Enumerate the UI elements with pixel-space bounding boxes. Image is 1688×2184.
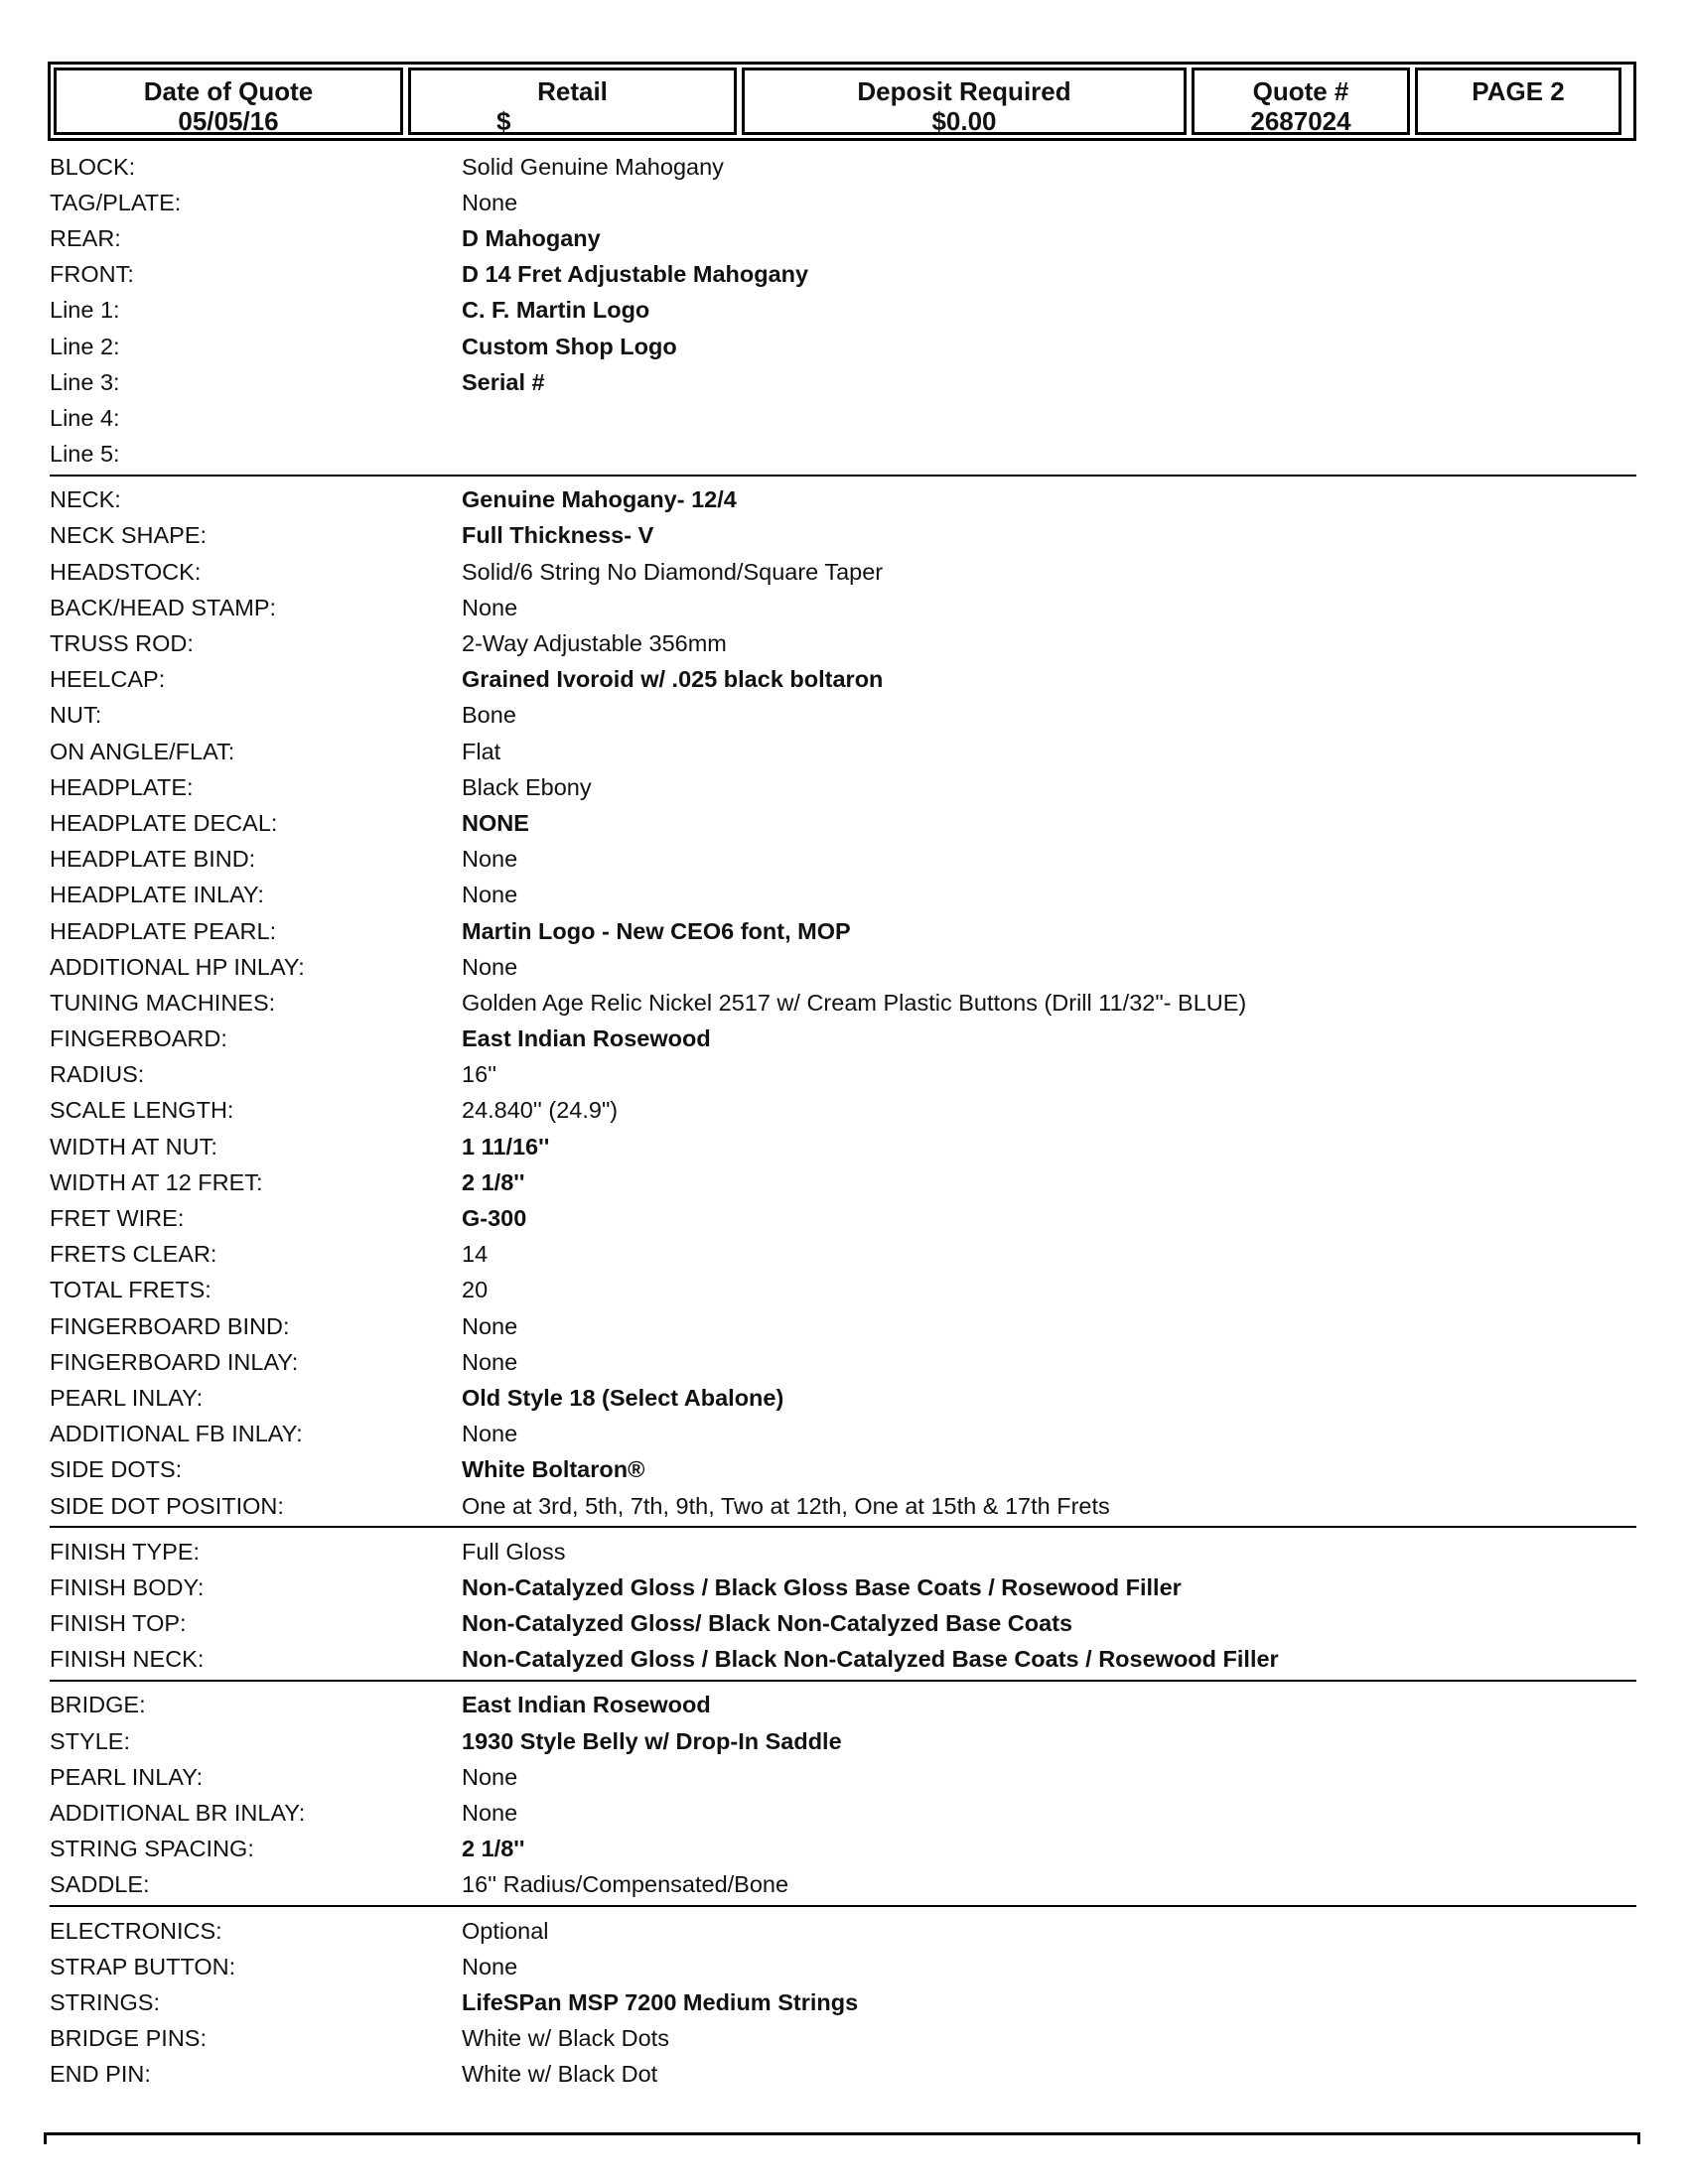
- retail-cell: [408, 68, 737, 135]
- spec-label: FINISH NECK:: [50, 1646, 205, 1673]
- spec-row: [50, 185, 1636, 220]
- spec-value: 2 1/8'': [462, 1836, 525, 1862]
- spec-row: [50, 1057, 1636, 1093]
- spec-label: ON ANGLE/FLAT:: [50, 738, 235, 764]
- page-number-cell: [1415, 68, 1621, 135]
- spec-value: None: [462, 1421, 518, 1447]
- spec-label: FINGERBOARD BIND:: [50, 1312, 290, 1339]
- retail-label: Retail: [537, 76, 608, 106]
- spec-row: [50, 1129, 1636, 1164]
- spec-value: 2 1/8'': [462, 1168, 525, 1195]
- spec-label: STRINGS:: [50, 1988, 160, 2015]
- spec-label: WIDTH AT 12 FRET:: [50, 1168, 263, 1195]
- spec-label: NECK:: [50, 486, 121, 513]
- spec-value: Full Gloss: [462, 1538, 566, 1565]
- spec-label: STYLE:: [50, 1727, 130, 1754]
- spec-value: Solid Genuine Mahogany: [462, 153, 724, 180]
- spec-row: [50, 1795, 1636, 1831]
- spec-value: None: [462, 1348, 518, 1375]
- spec-row: [50, 329, 1636, 364]
- spec-value: NONE: [462, 809, 529, 836]
- spec-section: [50, 1534, 1636, 1682]
- spec-row: [50, 1534, 1636, 1570]
- spec-section: [50, 1688, 1636, 1907]
- spec-row: [50, 257, 1636, 293]
- spec-value: Serial #: [462, 368, 545, 395]
- spec-value: 2-Way Adjustable 356mm: [462, 630, 727, 657]
- spec-row: [50, 1308, 1636, 1344]
- spec-row: [50, 437, 1636, 473]
- spec-value: None: [462, 1800, 518, 1827]
- spec-value: Custom Shop Logo: [462, 333, 677, 359]
- spec-label: REAR:: [50, 224, 121, 251]
- spec-label: SIDE DOT POSITION:: [50, 1492, 284, 1519]
- spec-label: HEADSTOCK:: [50, 558, 202, 585]
- spec-label: FINGERBOARD INLAY:: [50, 1348, 299, 1375]
- spec-row: [50, 482, 1636, 518]
- spec-label: ADDITIONAL HP INLAY:: [50, 953, 305, 980]
- spec-row: [50, 769, 1636, 805]
- spec-row: [50, 698, 1636, 734]
- spec-row: [50, 1984, 1636, 2020]
- spec-label: HEELCAP:: [50, 666, 166, 693]
- spec-label: FRET WIRE:: [50, 1205, 185, 1232]
- spec-row: [50, 1949, 1636, 1984]
- spec-value: Old Style 18 (Select Abalone): [462, 1384, 784, 1411]
- spec-value: 24.840'' (24.9"): [462, 1097, 619, 1124]
- spec-value: One at 3rd, 5th, 7th, 9th, Two at 12th, One at 15th & 17th Frets: [462, 1492, 1110, 1519]
- spec-row: [50, 1452, 1636, 1488]
- spec-row: [50, 220, 1636, 256]
- spec-value: None: [462, 1763, 518, 1790]
- spec-label: BRIDGE:: [50, 1692, 146, 1718]
- spec-row: [50, 1344, 1636, 1380]
- spec-value: 16'': [462, 1061, 497, 1088]
- spec-value: 16'' Radius/Compensated/Bone: [462, 1871, 789, 1898]
- spec-value: D 14 Fret Adjustable Mahogany: [462, 261, 809, 288]
- quote-number-cell: [1192, 68, 1410, 135]
- spec-value: White Boltaron®: [462, 1456, 645, 1483]
- spec-row: [50, 1759, 1636, 1795]
- spec-label: WIDTH AT NUT:: [50, 1133, 217, 1160]
- spec-row: [50, 149, 1636, 185]
- deposit-cell: [742, 68, 1187, 135]
- spec-row: [50, 590, 1636, 625]
- spec-label: Line 1:: [50, 297, 120, 324]
- retail-value: $: [496, 106, 511, 136]
- spec-value: None: [462, 594, 518, 620]
- spec-label: FINISH TOP:: [50, 1610, 187, 1637]
- spec-row: [50, 625, 1636, 661]
- spec-value: Non-Catalyzed Gloss / Black Non-Catalyzed Base Coats / Rosewood Filler: [462, 1646, 1279, 1673]
- spec-label: HEADPLATE:: [50, 773, 194, 800]
- spec-value: Golden Age Relic Nickel 2517 w/ Cream Plastic Buttons (Drill 11/32"- BLUE): [462, 989, 1247, 1016]
- spec-row: [50, 878, 1636, 913]
- spec-value: Optional: [462, 1917, 549, 1944]
- spec-row: [50, 1832, 1636, 1867]
- spec-label: Line 3:: [50, 368, 120, 395]
- spec-label: Line 2:: [50, 333, 120, 359]
- spec-value: None: [462, 1312, 518, 1339]
- spec-value: Genuine Mahogany- 12/4: [462, 486, 737, 513]
- spec-row: [50, 1723, 1636, 1759]
- quote-header: [48, 62, 1636, 141]
- spec-row: [50, 985, 1636, 1021]
- spec-label: HEADPLATE PEARL:: [50, 917, 277, 944]
- spec-row: [50, 1237, 1636, 1273]
- spec-value: C. F. Martin Logo: [462, 297, 650, 324]
- spec-value: G-300: [462, 1205, 527, 1232]
- spec-label: ADDITIONAL FB INLAY:: [50, 1421, 303, 1447]
- spec-value: 14: [462, 1241, 489, 1268]
- spec-section: [50, 149, 1636, 477]
- spec-row: [50, 518, 1636, 554]
- spec-value: 20: [462, 1277, 489, 1303]
- spec-label: TAG/PLATE:: [50, 189, 182, 215]
- spec-value: East Indian Rosewood: [462, 1692, 711, 1718]
- spec-label: ADDITIONAL BR INLAY:: [50, 1800, 306, 1827]
- spec-label: FINGERBOARD:: [50, 1025, 227, 1052]
- spec-row: [50, 842, 1636, 878]
- spec-value: None: [462, 882, 518, 908]
- spec-row: [50, 1022, 1636, 1057]
- spec-value: Full Thickness- V: [462, 522, 654, 549]
- spec-row: [50, 1688, 1636, 1723]
- spec-value: Bone: [462, 702, 516, 729]
- spec-label: SADDLE:: [50, 1871, 150, 1898]
- spec-label: PEARL INLAY:: [50, 1763, 204, 1790]
- spec-row: [50, 1164, 1636, 1200]
- spec-row: [50, 2021, 1636, 2057]
- spec-row: [50, 1606, 1636, 1642]
- spec-label: HEADPLATE INLAY:: [50, 882, 264, 908]
- spec-row: [50, 1273, 1636, 1308]
- page-number-label: PAGE 2: [1472, 76, 1565, 106]
- spec-row: [50, 1488, 1636, 1524]
- spec-value: East Indian Rosewood: [462, 1025, 711, 1052]
- spec-row: [50, 1570, 1636, 1605]
- spec-label: FRONT:: [50, 261, 134, 288]
- spec-value: Grained Ivoroid w/ .025 black boltaron: [462, 666, 884, 693]
- spec-value: Solid/6 String No Diamond/Square Taper: [462, 558, 884, 585]
- date-of-quote-cell: [54, 68, 403, 135]
- spec-value: White w/ Black Dots: [462, 2025, 669, 2052]
- spec-row: [50, 1200, 1636, 1236]
- spec-value: None: [462, 1953, 518, 1979]
- footer-rule: [44, 2132, 1640, 2135]
- spec-row: [50, 554, 1636, 590]
- spec-value: None: [462, 953, 518, 980]
- spec-body: [50, 149, 1636, 2101]
- spec-value: Non-Catalyzed Gloss / Black Gloss Base Coats / Rosewood Filler: [462, 1573, 1182, 1600]
- spec-value: None: [462, 846, 518, 873]
- spec-row: [50, 805, 1636, 841]
- spec-label: END PIN:: [50, 2061, 151, 2088]
- spec-label: FINISH BODY:: [50, 1573, 205, 1600]
- spec-row: [50, 949, 1636, 985]
- spec-label: SIDE DOTS:: [50, 1456, 183, 1483]
- spec-row: [50, 2057, 1636, 2093]
- spec-value: 1930 Style Belly w/ Drop-In Saddle: [462, 1727, 842, 1754]
- spec-section: [50, 1913, 1636, 2095]
- spec-value: 1 11/16'': [462, 1133, 550, 1160]
- spec-row: [50, 734, 1636, 769]
- spec-label: FINISH TYPE:: [50, 1538, 201, 1565]
- spec-section: [50, 482, 1636, 1528]
- spec-value: Black Ebony: [462, 773, 592, 800]
- date-of-quote-value: 05/05/16: [178, 106, 279, 136]
- spec-row: [50, 1093, 1636, 1129]
- spec-label: TRUSS ROD:: [50, 630, 194, 657]
- spec-value: None: [462, 189, 518, 215]
- quote-number-value: 2687024: [1250, 106, 1351, 136]
- deposit-value: $0.00: [931, 106, 997, 136]
- spec-label: PEARL INLAY:: [50, 1384, 204, 1411]
- quote-number-label: Quote #: [1252, 76, 1349, 106]
- spec-row: [50, 1642, 1636, 1678]
- spec-row: [50, 662, 1636, 698]
- spec-row: [50, 1913, 1636, 1949]
- deposit-label: Deposit Required: [857, 76, 1071, 106]
- spec-value: Martin Logo - New CEO6 font, MOP: [462, 917, 851, 944]
- spec-label: STRING SPACING:: [50, 1836, 254, 1862]
- spec-row: [50, 400, 1636, 436]
- spec-value: D Mahogany: [462, 224, 601, 251]
- spec-label: STRAP BUTTON:: [50, 1953, 236, 1979]
- spec-row: [50, 1380, 1636, 1416]
- spec-label: FRETS CLEAR:: [50, 1241, 217, 1268]
- spec-value: LifeSPan MSP 7200 Medium Strings: [462, 1988, 859, 2015]
- date-of-quote-label: Date of Quote: [143, 76, 314, 106]
- spec-row: [50, 913, 1636, 949]
- spec-label: HEADPLATE BIND:: [50, 846, 256, 873]
- spec-label: NECK SHAPE:: [50, 522, 208, 549]
- spec-label: BLOCK:: [50, 153, 136, 180]
- spec-label: RADIUS:: [50, 1061, 145, 1088]
- spec-value: Flat: [462, 738, 501, 764]
- spec-label: SCALE LENGTH:: [50, 1097, 234, 1124]
- spec-row: [50, 364, 1636, 400]
- spec-row: [50, 1417, 1636, 1452]
- spec-label: NUT:: [50, 702, 102, 729]
- spec-label: Line 4:: [50, 404, 120, 431]
- spec-label: TOTAL FRETS:: [50, 1277, 211, 1303]
- spec-label: BRIDGE PINS:: [50, 2025, 208, 2052]
- spec-value: White w/ Black Dot: [462, 2061, 658, 2088]
- spec-label: BACK/HEAD STAMP:: [50, 594, 277, 620]
- spec-label: HEADPLATE DECAL:: [50, 809, 278, 836]
- spec-label: TUNING MACHINES:: [50, 989, 276, 1016]
- spec-value: Non-Catalyzed Gloss/ Black Non-Catalyzed Base Coats: [462, 1610, 1073, 1637]
- spec-label: Line 5:: [50, 441, 120, 468]
- spec-row: [50, 293, 1636, 329]
- spec-row: [50, 1867, 1636, 1903]
- spec-label: ELECTRONICS:: [50, 1917, 222, 1944]
